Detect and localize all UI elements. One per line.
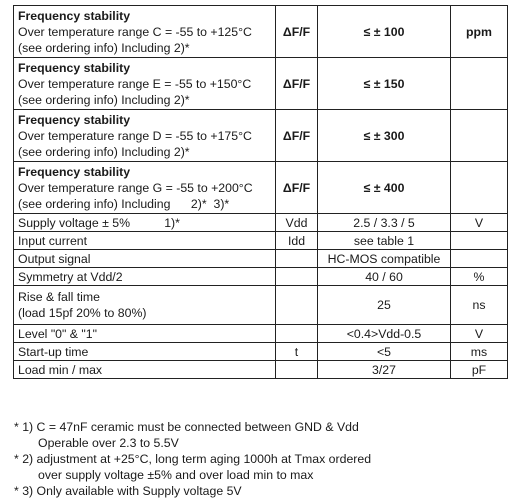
unit-cell: pF <box>451 361 508 379</box>
unit-cell: V <box>451 214 508 232</box>
value-cell: 3/27 <box>318 361 451 379</box>
symbol-cell <box>276 268 318 286</box>
row-symmetry <box>14 268 508 286</box>
param-title: Frequency stability <box>18 60 131 75</box>
row-load <box>14 361 508 379</box>
row-rise-fall <box>14 286 508 325</box>
param-note: (see ordering info) Including 2)* <box>18 40 190 55</box>
param-cell <box>14 110 276 162</box>
param-title: Frequency stability <box>18 112 131 127</box>
param-range: Over temperature range D = -55 to +175°C <box>18 128 252 143</box>
param-title: Rise & fall time <box>18 290 101 304</box>
freq-row-d <box>14 110 508 162</box>
row-startup <box>14 343 508 361</box>
footnote-text: * 3) Only available with Supply voltage 5V <box>14 484 242 498</box>
param-note: (see ordering info) Including 2)* 3)* <box>18 196 230 211</box>
symbol-cell <box>276 250 318 268</box>
symbol-cell: ΔF/F <box>276 6 318 58</box>
param-range: Over temperature range E = -55 to +150°C <box>18 76 252 91</box>
row-supply-voltage <box>14 214 508 232</box>
symbol-cell: ΔF/F <box>276 110 318 162</box>
symbol-cell <box>276 325 318 343</box>
symbol-cell: Idd <box>276 232 318 250</box>
row-output-signal <box>14 250 508 268</box>
value-cell: 40 / 60 <box>318 268 451 286</box>
unit-cell <box>451 162 508 214</box>
unit-cell: ns <box>451 286 508 325</box>
footnote-2 <box>14 451 474 483</box>
symbol-cell <box>276 286 318 325</box>
value-cell: ≤ ± 150 <box>318 58 451 110</box>
param-cell <box>14 286 276 325</box>
value-cell: ≤ ± 300 <box>318 110 451 162</box>
symbol-cell: ΔF/F <box>276 58 318 110</box>
param-cell: Input current <box>14 232 276 250</box>
param-cell <box>14 162 276 214</box>
param-cell: Supply voltage ± 5% 1)* <box>14 214 276 232</box>
value-cell: <5 <box>318 343 451 361</box>
unit-cell <box>451 110 508 162</box>
unit-cell: ppm <box>451 6 508 58</box>
param-note: (see ordering info) Including 2)* <box>18 92 190 107</box>
param-cell: Load min / max <box>14 361 276 379</box>
param-range: Over temperature range G = -55 to +200°C <box>18 180 253 195</box>
value-cell: 25 <box>318 286 451 325</box>
footnote-continuation: over supply voltage ±5% and over load min to max <box>38 468 314 482</box>
param-cell: Symmetry at Vdd/2 <box>14 268 276 286</box>
symbol-cell: t <box>276 343 318 361</box>
symbol-cell: ΔF/F <box>276 162 318 214</box>
param-cell: Start-up time <box>14 343 276 361</box>
unit-cell: ms <box>451 343 508 361</box>
param-cell: Level "0" & "1" <box>14 325 276 343</box>
unit-cell <box>451 250 508 268</box>
value-cell: 2.5 / 3.3 / 5 <box>318 214 451 232</box>
footnote-continuation: Operable over 2.3 to 5.5V <box>38 436 179 450</box>
param-title: Frequency stability <box>18 164 131 179</box>
param-note: (see ordering info) Including 2)* <box>18 144 190 159</box>
param-range: Over temperature range C = -55 to +125°C <box>18 24 252 39</box>
freq-row-e <box>14 58 508 110</box>
value-cell: HC-MOS compatible <box>318 250 451 268</box>
unit-cell: V <box>451 325 508 343</box>
value-cell: ≤ ± 100 <box>318 6 451 58</box>
param-cell <box>14 6 276 58</box>
footnote-text: * 1) C = 47nF ceramic must be connected between GND & Vdd <box>14 420 359 434</box>
row-input-current <box>14 232 508 250</box>
value-cell: <0.4>Vdd-0.5 <box>318 325 451 343</box>
freq-row-c <box>14 6 508 58</box>
param-cell: Output signal <box>14 250 276 268</box>
value-cell: ≤ ± 400 <box>318 162 451 214</box>
footnote-text: * 2) adjustment at +25°C, long term aging 1000h at Tmax ordered <box>14 452 372 466</box>
row-level <box>14 325 508 343</box>
specification-table <box>13 5 508 379</box>
value-cell: see table 1 <box>318 232 451 250</box>
symbol-cell <box>276 361 318 379</box>
param-title: Frequency stability <box>18 8 131 23</box>
unit-cell: % <box>451 268 508 286</box>
param-cell <box>14 58 276 110</box>
unit-cell <box>451 58 508 110</box>
param-note: (load 15pf 20% to 80%) <box>18 306 147 320</box>
unit-cell <box>451 232 508 250</box>
footnote-1 <box>14 419 474 451</box>
freq-row-g <box>14 162 508 214</box>
symbol-cell: Vdd <box>276 214 318 232</box>
footnotes <box>14 419 474 499</box>
footnote-3 <box>14 483 474 499</box>
